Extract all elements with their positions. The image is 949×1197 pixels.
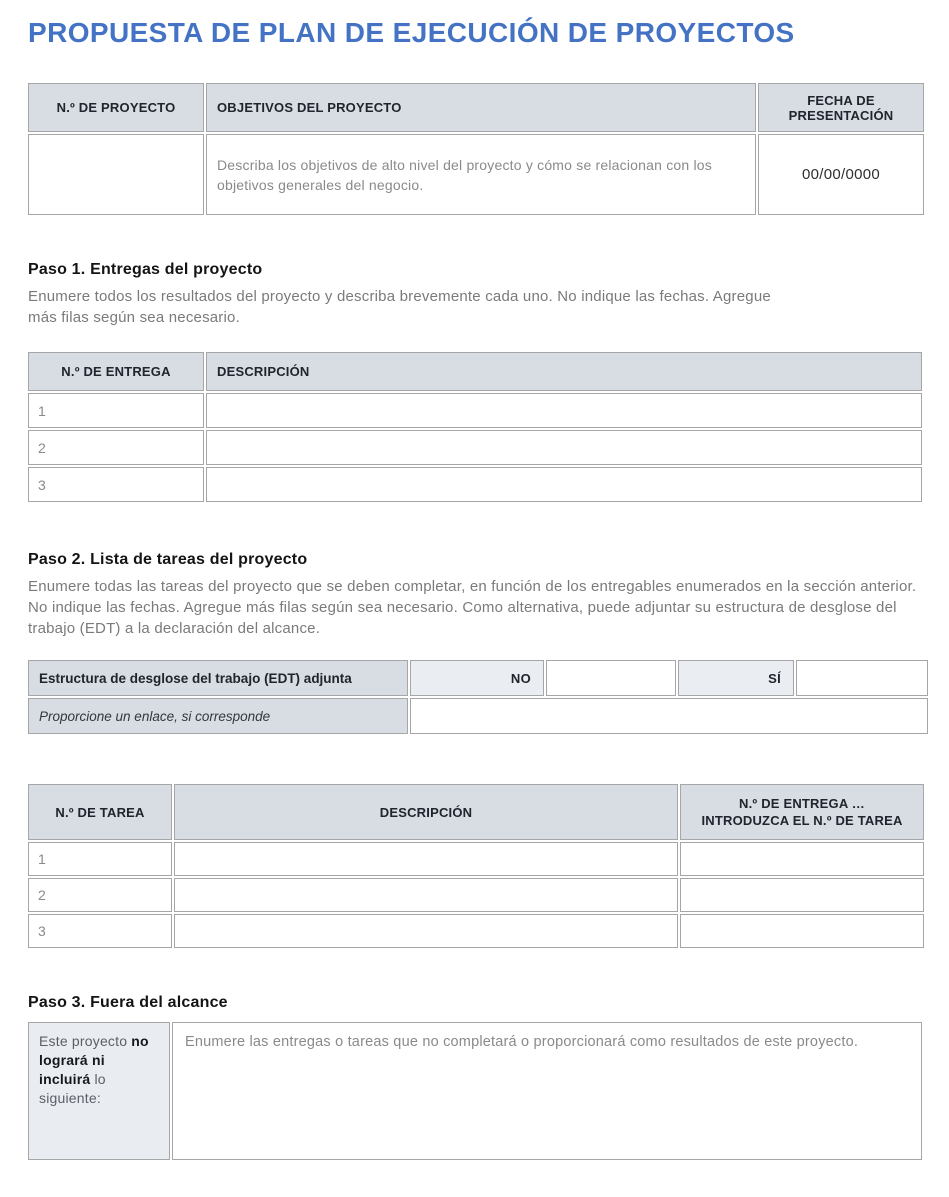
deliverable-description-field[interactable]	[206, 393, 922, 428]
deliverable-description-field[interactable]	[206, 430, 922, 465]
edt-no-field[interactable]	[546, 660, 676, 696]
step1-heading: Paso 1. Entregas del proyecto	[28, 261, 263, 278]
objectives-header: OBJETIVOS DEL PROYECTO	[206, 83, 756, 132]
deliverable-number: 2	[28, 430, 204, 465]
out-of-scope-table	[26, 1020, 924, 1162]
task-row	[28, 878, 924, 912]
task-deliverable-field[interactable]	[680, 878, 924, 912]
task-description-field[interactable]	[174, 878, 678, 912]
step2-intro: Enumere todas las tareas del proyecto que se deben completar, en función de los entregables enumerados en la sección anterior. No indique las fechas. Agregue más filas según sea necesario. Como alternativa, puede adjuntar su estructura de desglose del trabajo (EDT) a la declaración del alcance.	[28, 578, 917, 637]
out-of-scope-row	[28, 1022, 922, 1160]
project-overview-table	[26, 81, 926, 217]
deliverable-description-header: DESCRIPCIÓN	[206, 352, 922, 391]
task-description-field[interactable]	[174, 914, 678, 948]
task-deliverable-field[interactable]	[680, 914, 924, 948]
task-row	[28, 914, 924, 948]
submission-date-field[interactable]: 00/00/0000	[758, 134, 924, 215]
task-number-header: N.º DE TAREA	[28, 784, 172, 840]
step1-intro: Enumere todos los resultados del proyecto y describa brevemente cada uno. No indique las fechas. Agregue más filas según sea necesario.	[28, 288, 771, 326]
submission-date-header: FECHA DE PRESENTACIÓN	[758, 83, 924, 132]
overview-header-row	[28, 83, 924, 132]
overview-body-row	[28, 134, 924, 215]
out-of-scope-label-prefix: Este proyecto	[39, 1033, 132, 1049]
task-number: 3	[28, 914, 172, 948]
out-of-scope-label	[28, 1022, 170, 1160]
edt-yes-field[interactable]	[796, 660, 928, 696]
step1-section	[28, 261, 920, 504]
task-description-header: DESCRIPCIÓN	[174, 784, 678, 840]
deliverable-number-header: N.º DE ENTREGA	[28, 352, 204, 391]
task-deliverable-header	[680, 784, 924, 840]
page-title: PROPUESTA DE PLAN DE EJECUCIÓN DE PROYECTOS	[28, 17, 795, 48]
step2-section	[28, 551, 920, 950]
edt-attached-label: Estructura de desglose del trabajo (EDT) adjunta	[28, 660, 408, 696]
out-of-scope-label-bold: no logrará ni incluirá	[39, 1033, 149, 1087]
edt-attached-row	[28, 660, 928, 696]
objectives-field[interactable]: Describa los objetivos de alto nivel del proyecto y cómo se relacionan con los objetivos generales del negocio.	[206, 134, 756, 215]
edt-no-label: NO	[410, 660, 544, 696]
task-header-row	[28, 784, 924, 840]
task-number: 1	[28, 842, 172, 876]
step2-heading: Paso 2. Lista de tareas del proyecto	[28, 551, 308, 568]
task-row	[28, 842, 924, 876]
deliverables-table	[26, 350, 924, 504]
step3-section	[28, 994, 920, 1162]
out-of-scope-label-suffix: lo siguiente:	[39, 1071, 106, 1106]
step3-heading: Paso 3. Fuera del alcance	[28, 994, 228, 1011]
deliverables-header-row	[28, 352, 922, 391]
deliverable-row	[28, 393, 922, 428]
edt-link-label: Proporcione un enlace, si corresponde	[28, 698, 408, 734]
task-number: 2	[28, 878, 172, 912]
edt-yes-label: SÍ	[678, 660, 794, 696]
task-deliverable-field[interactable]	[680, 842, 924, 876]
task-description-field[interactable]	[174, 842, 678, 876]
deliverable-row	[28, 467, 922, 502]
project-number-field[interactable]	[28, 134, 204, 215]
deliverable-description-field[interactable]	[206, 467, 922, 502]
deliverable-number: 1	[28, 393, 204, 428]
edt-link-row	[28, 698, 928, 734]
out-of-scope-field[interactable]: Enumere las entregas o tareas que no completará o proporcionará como resultados de este proyecto.	[172, 1022, 922, 1160]
project-number-header: N.º DE PROYECTO	[28, 83, 204, 132]
edt-link-field[interactable]	[410, 698, 928, 734]
task-deliverable-header-line2: INTRODUZCA EL N.º DE TAREA	[701, 813, 903, 828]
edt-attached-table	[26, 658, 930, 736]
task-deliverable-header-line1: N.º DE ENTREGA …	[739, 796, 865, 811]
deliverable-row	[28, 430, 922, 465]
task-list-table	[26, 782, 926, 950]
deliverable-number: 3	[28, 467, 204, 502]
